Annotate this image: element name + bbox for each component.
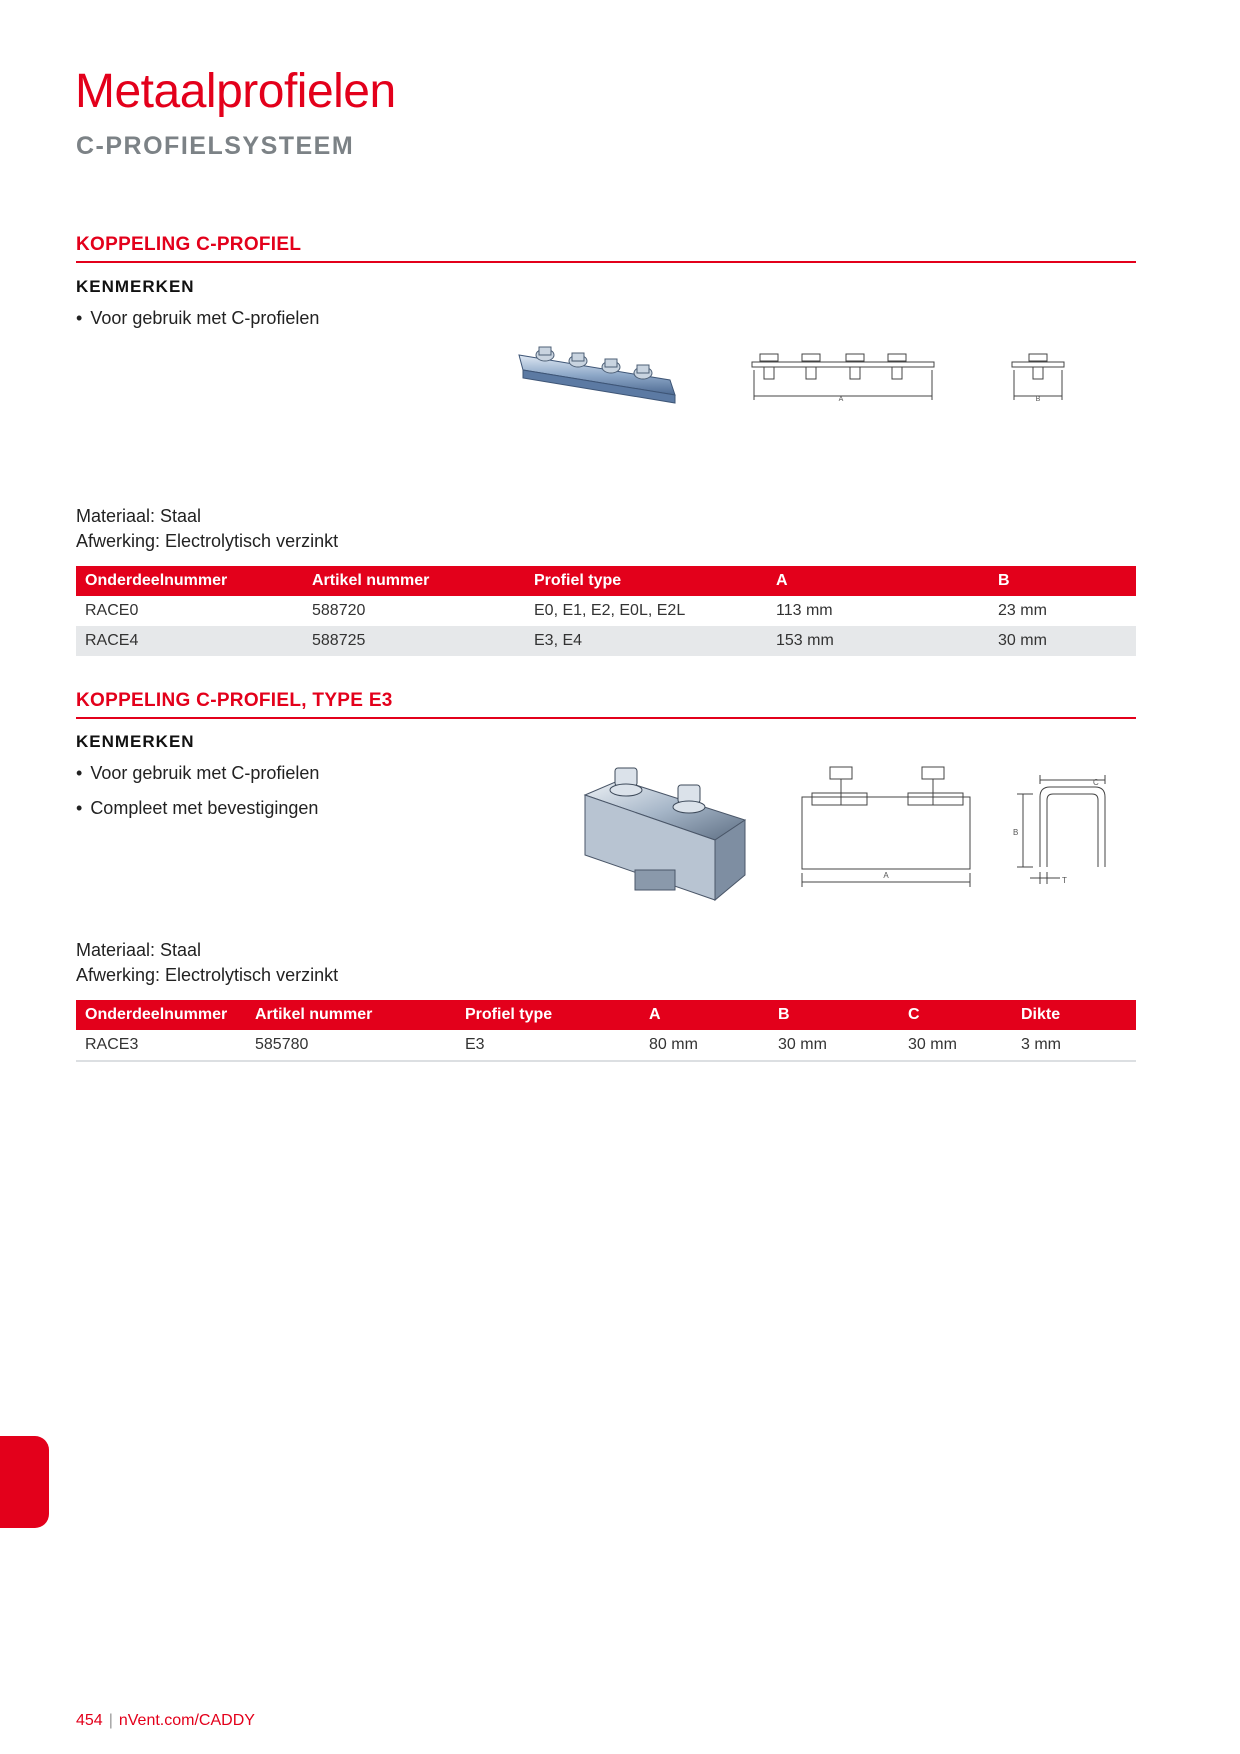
drawing-front-view-a [748,350,938,405]
col-header: Profiel type [525,566,767,596]
dimension-label-a: A [883,871,889,880]
spec-table-koppeling-e3 [76,1000,1136,1062]
chapter-tab [0,1436,49,1528]
page-title: Metaalprofielen [75,65,396,118]
list-item: • Voor gebruik met C-profielen [76,308,319,343]
col-header: A [767,566,989,596]
table-cell: RACE3 [76,1030,246,1061]
table-cell: 588720 [312,602,366,619]
material-line: Materiaal: Staal [76,940,202,960]
drawing-side-view-bct [1005,772,1115,887]
footer [76,1712,255,1730]
page-number: 454 [76,1712,103,1729]
table-row [76,1030,1136,1061]
col-header: B [989,566,1136,596]
table-cell: E3, E4 [525,626,767,656]
col-header: Profiel type [456,1000,640,1030]
table-cell: 585780 [246,1030,456,1061]
col-header: Onderdeelnummer [76,1000,246,1030]
table-cell: 113 mm [776,602,833,619]
table-cell: RACE4 [76,626,303,656]
table-header-row [76,566,1136,596]
table-cell: 588725 [303,626,525,656]
product-photo-koppeling-e3 [575,760,755,905]
finish-line: Afwerking: Electrolytisch verzinkt [76,965,339,985]
table-cell: 23 mm [998,602,1047,619]
page-subtitle: C-PROFIELSYSTEEM [76,132,355,160]
features-list [76,763,319,833]
footer-separator: | [108,1712,113,1729]
section-title-koppeling-e3: KOPPELING C-PROFIEL, TYPE E3 [76,690,1136,719]
col-header: Onderdeelnummer [76,566,303,596]
col-header: Artikel nummer [303,566,525,596]
table-header-row [76,1000,1136,1030]
list-item: • Compleet met bevestigingen [76,798,319,833]
col-header: Artikel nummer [246,1000,456,1030]
spec-table-koppeling [76,566,1136,656]
table-cell: 153 mm [767,626,989,656]
table-row [76,626,1136,656]
dimension-label-c: C [1093,778,1099,787]
features-label: KENMERKEN [76,277,195,296]
dimension-label-b: B [1013,828,1019,837]
features-label: KENMERKEN [76,732,195,751]
table-cell: 30 mm [899,1030,1012,1061]
table-row [76,596,1136,626]
table-cell: 30 mm [769,1030,899,1061]
table-cell: E3 [456,1030,640,1061]
table-cell: 3 mm [1012,1030,1136,1061]
dimension-label-a: A [838,396,844,403]
col-header: B [769,1000,899,1030]
section-title-koppeling: KOPPELING C-PROFIEL [76,234,1136,263]
col-header: A [640,1000,769,1030]
material-line: Materiaal: Staal [76,506,202,526]
footer-link[interactable]: nVent.com/CADDY [118,1712,255,1729]
features-list [76,308,319,343]
drawing-front-view-a-e3 [800,765,975,890]
table-cell: 80 mm [640,1030,769,1061]
dimension-label-b: B [1035,396,1041,403]
col-header: C [899,1000,1012,1030]
col-header: Dikte [1012,1000,1136,1030]
finish-line: Afwerking: Electrolytisch verzinkt [76,531,339,551]
table-cell: 30 mm [989,626,1136,656]
product-photo-koppeling [515,335,685,415]
drawing-side-view-b [1008,350,1068,405]
table-cell: RACE0 [85,602,139,619]
dimension-label-t: T [1062,876,1067,885]
list-item: • Voor gebruik met C-profielen [76,763,319,798]
table-cell: E0, E1, E2, E0L, E2L [534,602,686,619]
